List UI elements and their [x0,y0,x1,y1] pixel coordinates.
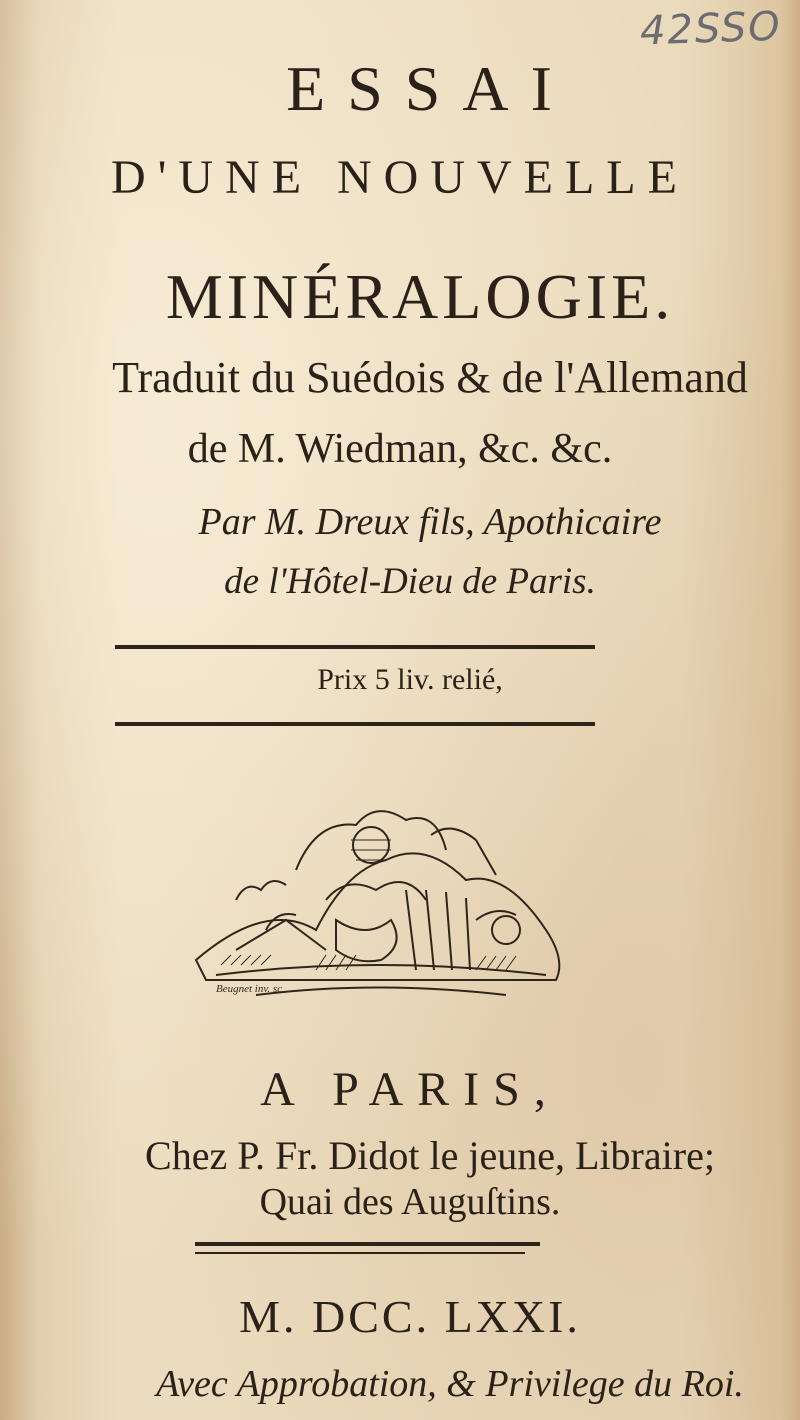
privilege-line: Avec Approbation, & Privilege du Roi. [156,1363,744,1405]
author-line-1: Par M. Dreux fils, Apothicaire [198,501,662,543]
publisher-line-1: Chez P. Fr. Didot le jeune, Libraire; [145,1133,715,1178]
imprint-place: A PARIS, [260,1063,560,1116]
translation-line-1: Traduit du Suédois & de l'Allemand [112,353,748,402]
subtitle-line-2: MINÉRALOGIE. [165,261,675,332]
subtitle-line-1: D'UNE NOUVELLE [111,151,689,204]
divider-imprint-thick [195,1242,540,1246]
printer-vignette-engraving [176,780,576,1015]
divider-bottom [115,722,595,726]
handwritten-shelfmark: 42SSO [639,3,783,55]
divider-imprint-thin [195,1252,525,1254]
imprint-year: M. DCC. LXXI. [239,1291,581,1342]
author-line-2: de l'Hôtel-Dieu de Paris. [224,561,596,602]
translation-line-2: de M. Wiedman, &c. &c. [187,426,613,472]
publisher-line-2: Quai des Auguſtins. [259,1181,561,1223]
price-line: Prix 5 liv. relié, [317,663,503,696]
vignette-signature: Beugnet inv. sc [216,983,283,995]
book-title: ESSAI [286,53,574,124]
divider-top [115,645,595,649]
